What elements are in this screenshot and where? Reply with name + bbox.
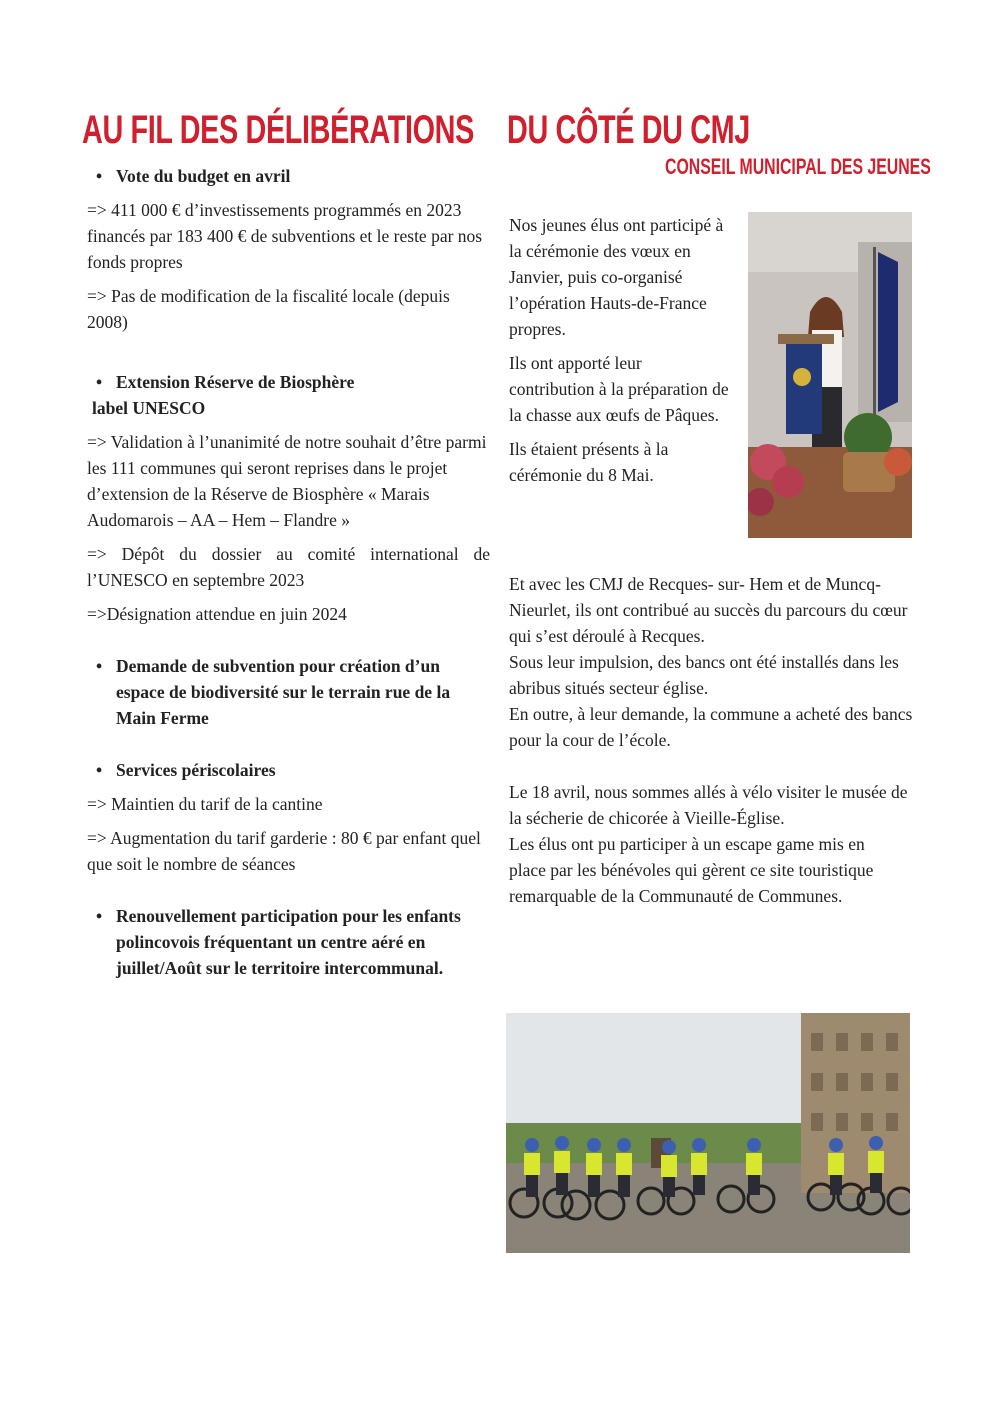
body-line: Et avec les CMJ de Recques- sur- Hem et de Muncq-Nieurlet, ils ont contribué au succès du parcours du cœur qui s’est déroulé à Recques. bbox=[509, 574, 908, 646]
ceremony-photo bbox=[748, 212, 912, 538]
intro-paragraph: Ils étaient présents à la cérémonie du 8 Mai. bbox=[509, 439, 669, 485]
section-title: • Renouvellement participation pour les enfants polincovois fréquentant un centre aéré en juillet/Août sur le territoire intercommunal. bbox=[87, 903, 490, 981]
deliberations-column bbox=[87, 163, 490, 989]
section-paragraph: => Dépôt du dossier au comité international de l’UNESCO en septembre 2023 bbox=[87, 544, 490, 590]
section-title: • Demande de subvention pour création d’un espace de biodiversité sur le terrain rue de la Main Ferme bbox=[87, 653, 490, 731]
bike-group-photo bbox=[506, 1013, 910, 1253]
section-title bbox=[87, 369, 490, 421]
section-title: • Services périscolaires bbox=[87, 757, 490, 783]
section-paragraph: => Augmentation du tarif garderie : 80 € par enfant quel que soit le nombre de séances bbox=[87, 828, 481, 874]
cmj-body bbox=[509, 571, 919, 909]
section-title-tail: label UNESCO bbox=[92, 398, 206, 418]
cmj-intro bbox=[509, 212, 731, 496]
section-title-text: Extension Réserve de Biosphère bbox=[116, 372, 355, 392]
section-paragraph: =>Désignation attendue en juin 2024 bbox=[87, 604, 347, 624]
right-heading: DU CÔTÉ DU CMJ bbox=[507, 108, 750, 152]
intro-paragraph: Nos jeunes élus ont participé à la cérémonie des vœux en Janvier, puis co-organisé l’opération Hauts-de-France propres. bbox=[509, 215, 724, 339]
left-heading: AU FIL DES DÉLIBÉRATIONS bbox=[82, 108, 474, 152]
section-title: • Vote du budget en avril bbox=[87, 163, 490, 189]
body-line: Sous leur impulsion, des bancs ont été installés dans les abribus situés secteur église. bbox=[509, 652, 899, 698]
intro-paragraph: Ils ont apporté leur contribution à la préparation de la chasse aux œufs de Pâques. bbox=[509, 353, 729, 425]
right-subheading: CONSEIL MUNICIPAL DES JEUNES bbox=[665, 154, 931, 179]
body-line: En outre, à leur demande, la commune a acheté des bancs pour la cour de l’école. bbox=[509, 704, 913, 750]
body-line: Le 18 avril, nous sommes allés à vélo visiter le musée de la sécherie de chicorée à Vieille-Église. bbox=[509, 782, 908, 828]
section-paragraph: => 411 000 € d’investissements programmés en 2023 financés par 183 400 € de subventions et le reste par nos fonds propres bbox=[87, 200, 483, 272]
section-paragraph: => Pas de modification de la fiscalité locale (depuis 2008) bbox=[87, 286, 450, 332]
body-line: Les élus ont pu participer à un escape game mis en place par les bénévoles qui gèrent ce site touristique remarquable de la Communauté de Communes. bbox=[509, 834, 874, 906]
section-paragraph: => Maintien du tarif de la cantine bbox=[87, 794, 323, 814]
section-paragraph: => Validation à l’unanimité de notre souhait d’être parmi les 111 communes qui seront reprises dans le projet d’extension de la Réserve de Biosphère « Marais Audomarois – AA – Hem – Flandre » bbox=[87, 432, 487, 530]
